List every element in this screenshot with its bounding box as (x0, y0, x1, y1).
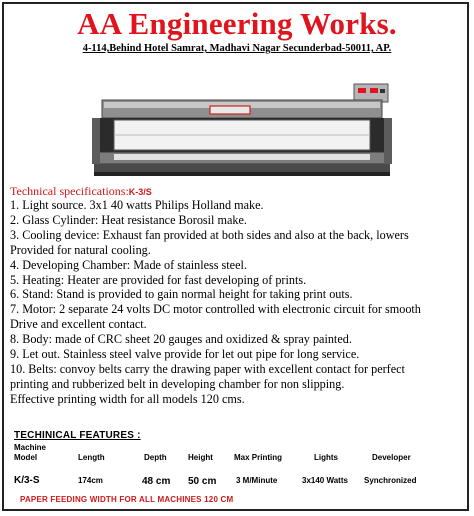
spec-line: 4. Developing Chamber: Made of stainless steel. (10, 257, 247, 272)
row-lights: 3x140 Watts (302, 476, 348, 485)
row-max-printing: 3 M/Minute (236, 476, 278, 485)
spec-line: 8. Body: made of CRC sheet 20 gauges and oxidized & spray painted. (10, 332, 352, 347)
spec-line: 7. Motor: 2 separate 24 volts DC motor controlled with electronic circuit for smooth (10, 302, 421, 317)
header-model: Model (14, 453, 38, 462)
specs-model: K-3/S (128, 187, 152, 197)
spec-line: 3. Cooling device: Exhaust fan provided at both sides and also at the back, lowers (10, 227, 409, 242)
spec-line: 9. Let out. Stainless steel valve provide for let out pipe for long service. (10, 347, 360, 362)
features-heading: TECHINICAL FEATURES : (14, 430, 141, 441)
spec-line: Effective printing width for all models 120 cms. (10, 391, 245, 406)
spec-line: printing and rubberized belt in developing chamber for non slipping. (10, 376, 345, 391)
header-height: Height (188, 453, 213, 462)
header-developer: Developer (372, 453, 411, 462)
header-depth: Depth (144, 453, 167, 462)
row-height: 50 cm (188, 476, 217, 487)
specs-heading-label: Technical specifications: (10, 184, 129, 198)
company-address: 4-114,Behind Hotel Samrat, Madhavi Nagar Secunderbad-50011, AP. (82, 43, 392, 54)
spec-list (10, 198, 468, 407)
row-depth: 48 cm (142, 476, 171, 487)
spec-line: Provided for natural cooling. (10, 242, 151, 257)
footer-note: PAPER FEEDING WIDTH FOR ALL MACHINES 120 CM (20, 495, 234, 504)
header-max-printing: Max Printing (234, 453, 283, 462)
printing-machine-icon (92, 80, 392, 180)
spec-line: 6. Stand: Stand is provided to gain normal height for taking print outs. (10, 287, 353, 302)
spec-line: 1. Light source. 3x1 40 watts Philips Holland make. (10, 198, 264, 212)
header-length: Length (78, 453, 105, 462)
header-machine: Machine (14, 443, 47, 452)
spec-line: Drive and excellent contact. (10, 317, 147, 332)
row-model: K/3-S (14, 475, 40, 486)
spec-line: 5. Heating: Heater are provided for fast developing of prints. (10, 272, 307, 287)
row-developer: Synchronized (364, 476, 417, 485)
header-lights: Lights (314, 453, 338, 462)
spec-line: 2. Glass Cylinder: Heat resistance Borosil make. (10, 212, 247, 227)
specs-heading (10, 184, 152, 199)
company-title: AA Engineering Works. (77, 6, 397, 41)
row-length: 174cm (78, 476, 103, 485)
spec-line: 10. Belts: convoy belts carry the drawing paper with excellent contact for perfect (10, 361, 405, 376)
